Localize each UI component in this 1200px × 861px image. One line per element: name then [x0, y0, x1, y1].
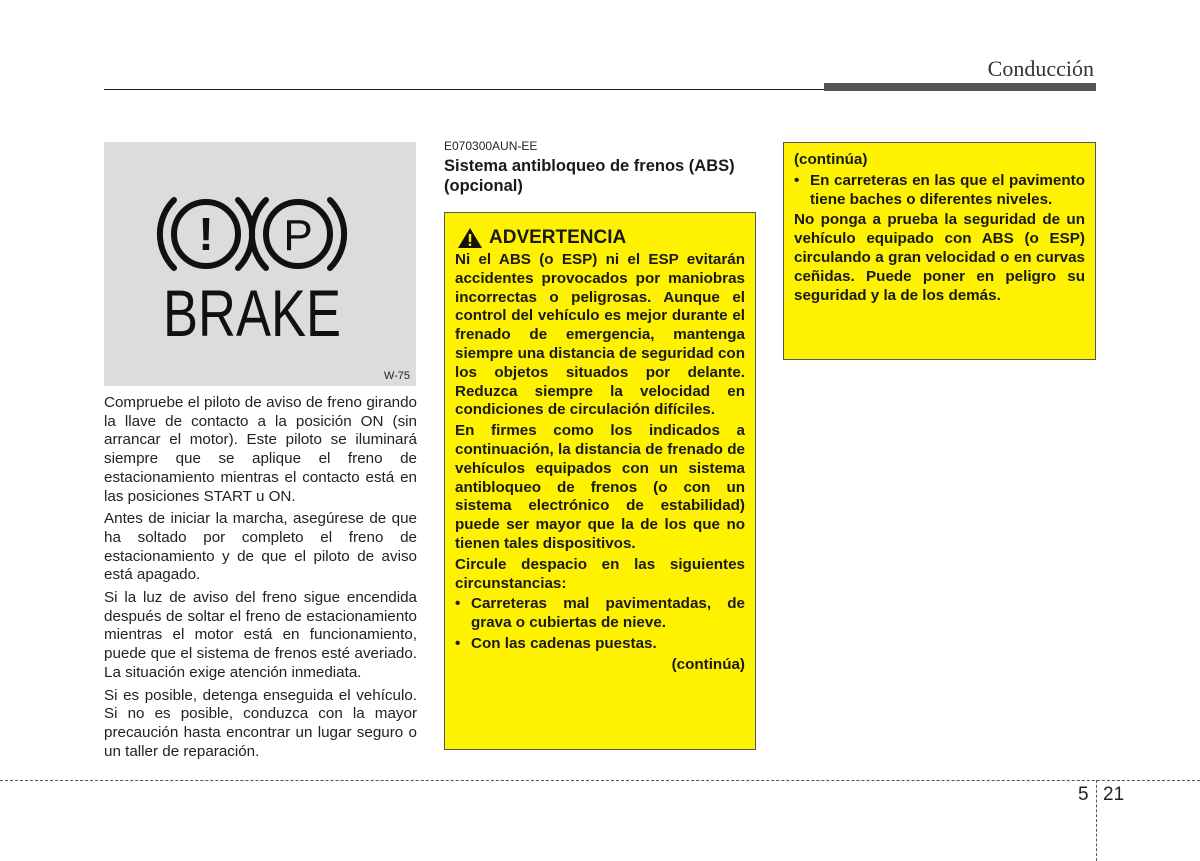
warning-body: [455, 251, 745, 675]
page-number: 21: [1103, 784, 1125, 805]
continues-label: (continúa): [671, 655, 745, 673]
warning-bullet-text: Carreteras mal pavimentadas, de grava o cubiertas de nieve.: [471, 595, 745, 632]
warning-bullet-text: Con las cadenas puestas.: [471, 634, 657, 652]
continued-label: (continúa): [794, 151, 868, 168]
exclamation-symbol: !: [198, 208, 214, 260]
bullet-dot-icon: •: [455, 595, 461, 613]
paragraph: Compruebe el piloto de aviso de freno girando la llave de contacto a la posición ON (sin arrancar el motor). Este piloto se iluminará siempre que se aplique el freno de estacionamiento mientras el contacto está en las posiciones START u ON.: [104, 394, 417, 505]
page-header-title: Conducción: [987, 56, 1094, 81]
header-rule-accent: [824, 83, 1096, 91]
warning-heading: ADVERTENCIA: [489, 227, 627, 248]
continued-bullet: [794, 172, 1085, 210]
footer-divider: [0, 780, 1200, 781]
paragraph: Si la luz de aviso del freno sigue encendida después de soltar el freno de estacionamiento mientras el motor está en funcionamiento, puede que el sistema de frenos esté averiado. La situación exige atención inmediata.: [104, 589, 417, 681]
bullet-dot-icon: •: [794, 171, 800, 189]
paragraph: Si es posible, detenga enseguida el vehículo. Si no es posible, conduzca con la mayor precaución hasta encontrar un lugar seguro o un taller de reparación.: [104, 686, 417, 760]
paragraph: Antes de iniciar la marcha, asegúrese de que ha soltado por completo el freno de estacionamiento y de que el piloto de aviso está apagado.: [104, 510, 417, 584]
continued-paragraph: No ponga a prueba la seguridad de un vehículo equipado con ABS (o ESP) circulando a gran velocidad o en curvas ceñidas. Puede poner en peligro su seguridad y la de los demás.: [794, 211, 1085, 304]
parking-symbol: P: [283, 211, 313, 260]
brake-warning-figure: [104, 142, 416, 386]
figure-code: W-75: [383, 370, 410, 382]
warning-paragraph: Ni el ABS (o ESP) ni el ESP evitarán accidentes provocados por maniobras incorrectas o peligrosas. Aunque el control del vehículo es mejor durante el frenado de emergencia, mantenga siempre una distancia de seguridad con los objetos situados por delante. Reduzca siempre la velocidad en condiciones de circulación difíciles.: [455, 251, 745, 419]
warning-bullet: [455, 635, 745, 654]
brake-label: BRAKE: [163, 276, 341, 350]
warning-paragraph: Circule despacio en las siguientes circunstancias:: [455, 555, 745, 592]
warning-paragraph: En firmes como los indicados a continuación, la distancia de frenado de vehículos equipados con un sistema antibloqueo de frenos (o con un sistema electrónico de estabilidad) puede ser mayor que la de los que no tienen tales dispositivos.: [455, 422, 745, 552]
continued-bullet-text: En carreteras en las que el pavimento tiene baches o diferentes niveles.: [810, 171, 1085, 208]
header-rule: [104, 89, 824, 90]
continued-warning-box: [783, 142, 1096, 360]
left-body-text: [104, 394, 417, 765]
warning-heading-row: [455, 227, 745, 249]
chapter-number: 5: [1078, 784, 1089, 805]
bullet-dot-icon: •: [455, 634, 461, 652]
footer-vertical-divider: [1096, 780, 1097, 861]
brake-warning-icon: [104, 142, 416, 386]
section-title: Sistema antibloqueo de frenos (ABS) (opcional): [444, 157, 735, 195]
warning-bullet: [455, 595, 745, 633]
warning-triangle-icon: [457, 227, 483, 249]
warning-box: [444, 212, 756, 750]
section-code: E070300AUN-EE: [444, 139, 538, 153]
